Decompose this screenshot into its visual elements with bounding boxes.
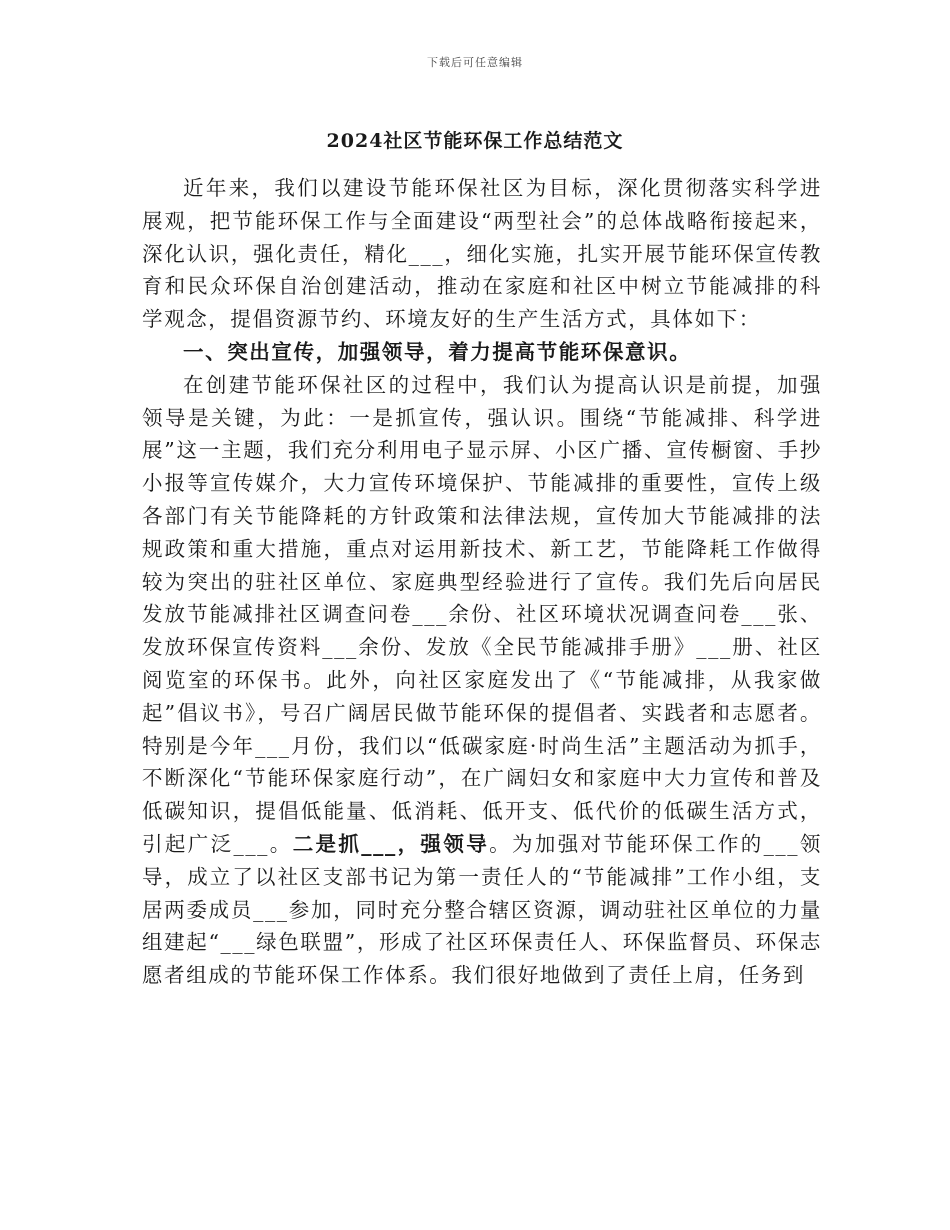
section-1-bold-phrase: 二是抓___，强领导: [292, 831, 490, 856]
document-title: 2024社区节能环保工作总结范文: [326, 130, 624, 152]
section-heading-1: 一、突出宣传，加强领导，着力提高节能环保意识。: [183, 339, 692, 364]
section-1-text-a: 在创建节能环保社区的过程中，我们认为提高认识是前提，加强领导是关键，为此：一是抓宣传，强认识。围绕“节能减排、科学进展”这一主题，我们充分利用电子显示屏、小区广播、宣传橱窗、手抄小报等宣传媒介，大力宣传环境保护、节能减排的重要性，宣传上级各部门有关节能降耗的方针政策和法律法规，宣传加大节能减排的法规政策和重大措施，重点对运用新技术、新工艺，节能降耗工作做得较为突出的驻社区单位、家庭典型经验进行了宣传。我们先后向居民发放节能减排社区调查问卷___余份、社区环境状况调查问卷___张、发放环保宣传资料___余份、发放《全民节能减排手册》___册、社区阅览室的环保书。此外，向社区家庭发出了《“节能减排，从我家做起”倡议书》，号召广阔居民做节能环保的提倡者、实践者和志愿者。特别是今年___月份，我们以“低碳家庭·时尚生活”主题活动为抓手，不断深化“节能环保家庭行动”，在广阔妇女和家庭中大力宣传和普及低碳知识，提倡低能量、低消耗、低开支、低代价的低碳生活方式，引起广泛___。: [142, 372, 822, 856]
page-header-note: 下载后可任意编辑: [427, 56, 523, 69]
document-body: [142, 172, 822, 992]
intro-paragraph: 近年来，我们以建设节能环保社区为目标，深化贯彻落实科学进展观，把节能环保工作与全面建设“两型社会”的总体战略衔接起来，深化认识，强化责任，精化___，细化实施，扎实开展节能环保宣传教育和民众环保自治创建活动，推动在家庭和社区中树立节能减排的科学观念，提倡资源节约、环境友好的生产生活方式，具体如下：: [142, 176, 822, 332]
section-1-text-b: 。为加强对节能环保工作的___领导，成立了以社区支部书记为第一责任人的“节能减排”工作小组，支居两委成员___参加，同时充分整合辖区资源，调动驻社区单位的力量组建起“___绿色联盟”，形成了社区环保责任人、环保监督员、环保志愿者组成的节能环保工作体系。我们很好地做到了责任上肩，任务到: [142, 831, 822, 988]
section-1-paragraph: [142, 369, 822, 992]
